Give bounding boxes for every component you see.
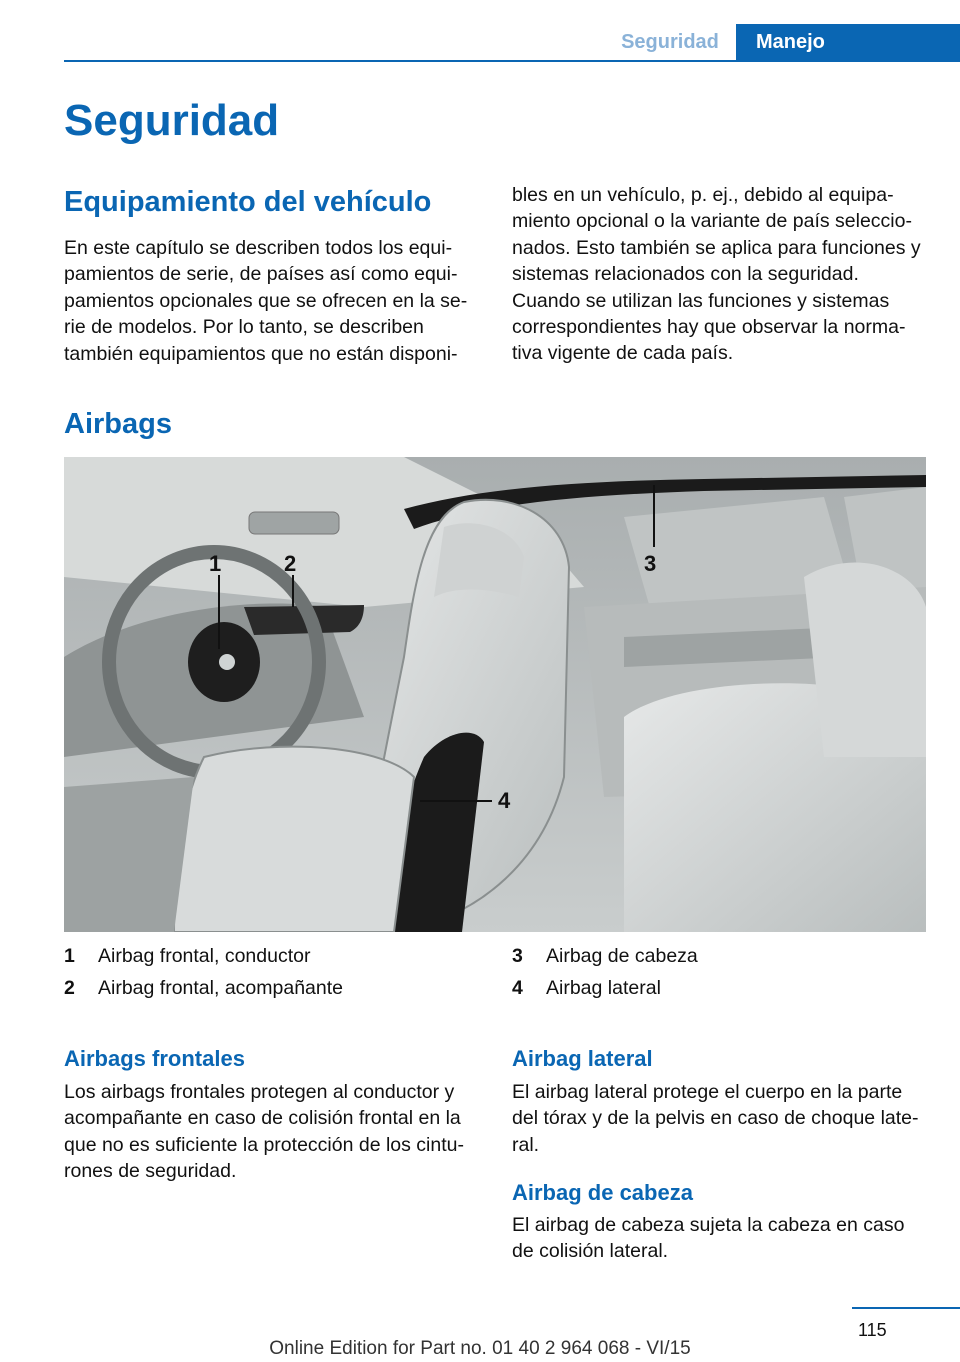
legend-text: Airbag lateral	[546, 977, 661, 999]
tab-chapter-manejo[interactable]: Manejo	[736, 24, 960, 61]
page-number: 115	[858, 1320, 887, 1340]
legend-text: Airbag de cabeza	[546, 945, 698, 967]
subheading-side-airbag: Airbag lateral	[512, 1046, 653, 1071]
subheading-head-airbag: Airbag de cabeza	[512, 1180, 693, 1205]
frontal-airbags-paragraph: Los airbags frontales protegen al conductor y acompañante en caso de colisión frontal en la que no es suficiente la protección de los cintu- rones de seguridad.	[64, 1081, 464, 1183]
legend-text: Airbag frontal, acompañante	[98, 977, 343, 999]
side-airbag-paragraph: El airbag lateral protege el cuerpo en la parte del tórax y de la pelvis en caso de choque late- ral.	[512, 1081, 919, 1156]
airbags-illustration	[64, 457, 926, 932]
subheading-frontal-airbags: Airbags frontales	[64, 1046, 245, 1071]
footer-rule	[852, 1307, 960, 1309]
legend-text: Airbag frontal, conductor	[98, 945, 311, 967]
section-heading-equipment: Equipamiento del vehículo	[64, 186, 432, 218]
legend-number: 3	[512, 945, 523, 967]
callout-4: 4	[498, 788, 511, 813]
callout-3: 3	[644, 551, 657, 576]
callout-1: 1	[209, 551, 222, 576]
legend-number: 4	[512, 977, 523, 999]
footer-edition: Online Edition for Part no. 01 40 2 964 068 - VI/15	[269, 1338, 691, 1359]
legend-number: 2	[64, 977, 75, 999]
callout-2: 2	[284, 551, 297, 576]
head-airbag-paragraph: El airbag de cabeza sujeta la cabeza en caso de colisión lateral.	[512, 1214, 905, 1263]
equipment-paragraph-col1: En este capítulo se describen todos los equi- pamientos de serie, de países así como equi- pamientos opcionales que se ofrecen en la se- rie de modelos. Por lo tanto, se describen también equipamientos que no están disponi-	[64, 237, 468, 365]
tab-section-seguridad[interactable]: Seguridad	[621, 31, 719, 53]
page-title: Seguridad	[64, 96, 280, 145]
section-heading-airbags: Airbags	[64, 408, 172, 440]
legend-number: 1	[64, 945, 75, 967]
equipment-paragraph-col2: bles en un vehículo, p. ej., debido al equipa- miento opcional o la variante de país seleccio- nados. Esto también se aplica para funciones y sistemas relacionados con la seguridad. Cuando se utilizan las funciones y sistemas correspondientes hay que observar la norma- tiva vigente de cada país.	[512, 184, 921, 365]
